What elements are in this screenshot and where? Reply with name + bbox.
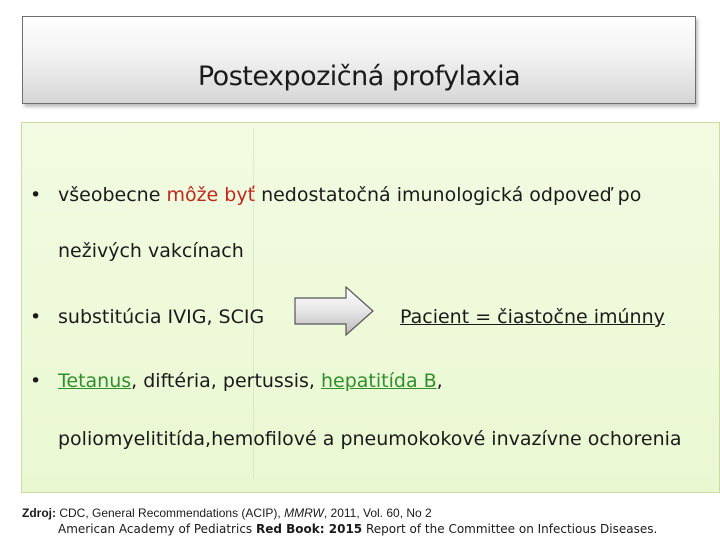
source-redbook: Red Book: 2015 (256, 522, 363, 536)
bullet-2-result: Pacient = čiastočne imúnny (400, 306, 665, 328)
source-report: Report of the Committee on Infectious Diseases. (362, 522, 658, 536)
bullet-3-mid: , diftéria, pertussis, (131, 370, 321, 392)
bullet-1-continuation: neživých vakcínach (58, 240, 244, 262)
source-label: Zdroj: (22, 506, 56, 520)
bullet-1-post: nedostatočná imunologická odpoveď po (255, 184, 642, 206)
source-volume: , 2011, Vol. 60, No 2 (323, 506, 432, 520)
slide-title: Postexpozičná profylaxia (197, 61, 521, 92)
title-box (22, 16, 696, 104)
bullet-marker-3: • (30, 370, 42, 392)
bullet-marker-2: • (30, 306, 42, 328)
bullet-2-text: substitúcia IVIG, SCIG (58, 306, 265, 328)
source-aap: American Academy of Pediatrics (58, 522, 256, 536)
tetanus-link[interactable]: Tetanus (58, 370, 132, 392)
bullet-3-continuation: poliomyelititída,hemofilové a pneumokokové invazívne ochorenia (58, 428, 682, 450)
bullet-3-end: , (436, 370, 443, 392)
hepatitis-b-link[interactable]: hepatitída B (321, 370, 437, 392)
bullet-1-text (58, 184, 641, 206)
bullet-1-highlight: môže byť (166, 184, 256, 206)
source-journal: MMRW (284, 506, 324, 520)
source-line-1 (22, 506, 432, 520)
source-line-2 (58, 522, 657, 536)
right-arrow-icon (294, 286, 374, 336)
bullet-marker-1: • (30, 184, 42, 206)
source-cdc: CDC, General Recommendations (ACIP), (56, 506, 285, 520)
bullet-1-pre: všeobecne (58, 184, 167, 206)
bullet-3-text (58, 370, 443, 392)
divider-line (253, 128, 254, 478)
